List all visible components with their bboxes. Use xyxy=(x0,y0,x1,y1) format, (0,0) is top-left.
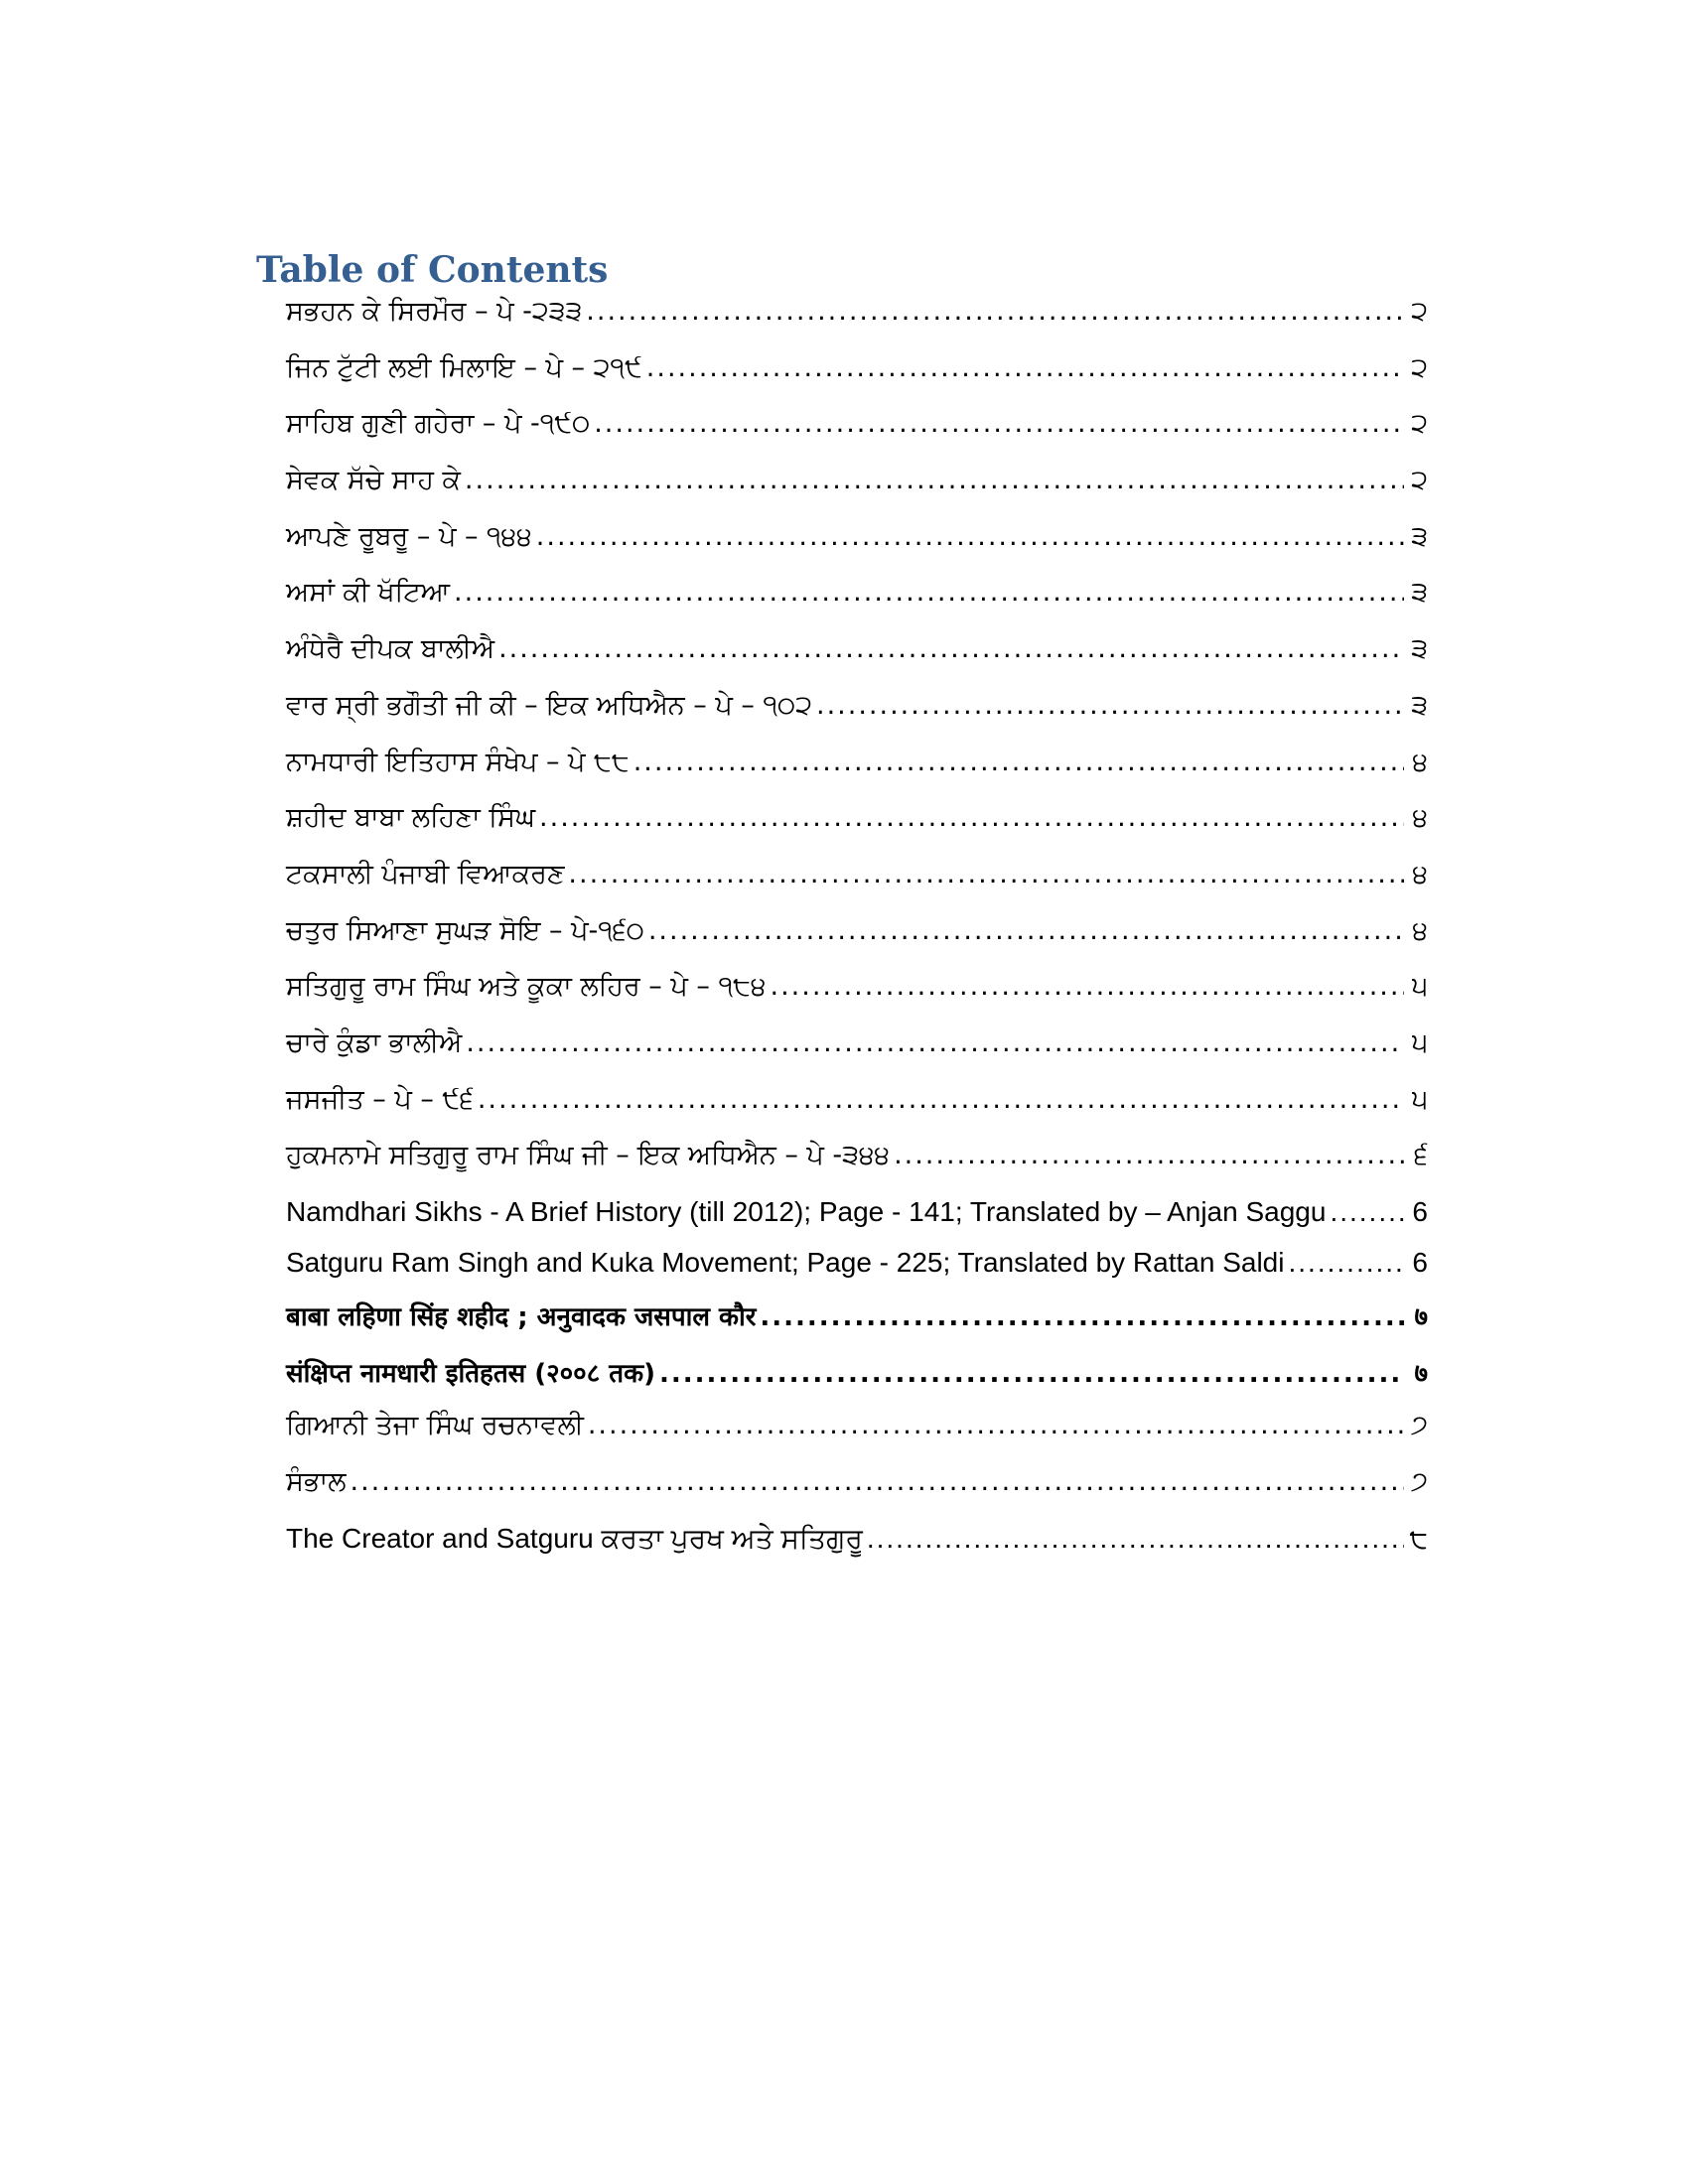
toc-dot-leader xyxy=(1288,1247,1404,1279)
toc-entry-page-number[interactable]: ੩ xyxy=(1411,520,1428,552)
toc-dot-leader xyxy=(588,1410,1404,1440)
toc-entry-page-number[interactable]: ੨ xyxy=(1411,408,1428,440)
toc-dot-leader xyxy=(465,465,1404,495)
toc-entry[interactable] xyxy=(286,1297,1428,1354)
toc-entry-page-number[interactable]: ७ xyxy=(1414,1358,1428,1389)
toc-entry-page-number[interactable]: ੫ xyxy=(1412,1026,1428,1058)
toc-entry-page-number[interactable]: ੫ xyxy=(1412,971,1428,1003)
toc-entry-page-number[interactable]: ੩ xyxy=(1411,633,1428,665)
toc-entry-page-number[interactable]: ੪ xyxy=(1412,746,1428,777)
toc-entry-page-number[interactable]: 6 xyxy=(1412,1196,1428,1227)
toc-entry-page-number[interactable]: ੩ xyxy=(1411,689,1428,721)
toc-entry-title[interactable]: ਨਾਮਧਾਰੀ ਇਤਿਹਾਸ ਸੰਖੇਪ – ਪੇ ੮੮ xyxy=(286,746,630,777)
toc-entry-title[interactable]: ਜਿਨ ਟੁੱਟੀ ਲਈ ਮਿਲਾਇ – ਪੇ – ੨੧੯ xyxy=(286,351,642,383)
toc-entry-page-number[interactable]: ੭ xyxy=(1410,1410,1428,1441)
toc-entry-title[interactable]: ਸ਼ਹੀਦ ਬਾਬਾ ਲਹਿਣਾ ਸਿੰਘ xyxy=(286,802,536,834)
toc-entry-title[interactable]: ਗਿਆਨੀ ਤੇਜਾ ਸਿੰਘ ਰਚਨਾਵਲੀ xyxy=(286,1410,584,1441)
toc-dot-leader xyxy=(536,521,1404,552)
toc-dot-leader xyxy=(816,690,1404,721)
toc-dot-leader xyxy=(568,859,1404,889)
toc-entry[interactable] xyxy=(286,971,1428,1027)
toc-entry[interactable] xyxy=(286,296,1428,352)
toc-dot-leader xyxy=(633,747,1404,777)
toc-entry-title[interactable]: The Creator and Satguru ਕਰਤਾ ਪੁਰਖ ਅਤੇ ਸਤਿਗੁਰੂ xyxy=(286,1522,863,1554)
toc-entry[interactable] xyxy=(286,1466,1428,1523)
toc-entry-page-number[interactable]: ७ xyxy=(1414,1302,1428,1332)
table-of-contents xyxy=(256,248,1428,1573)
toc-entry-title[interactable]: ਚਤੁਰ ਸਿਆਣਾ ਸੁਘੜ ਸੋਇ – ਪੇ-੧੬੦ xyxy=(286,914,644,946)
toc-list xyxy=(256,296,1428,1573)
toc-entry[interactable] xyxy=(286,802,1428,859)
toc-entry[interactable] xyxy=(286,1140,1428,1196)
toc-entry[interactable] xyxy=(286,1354,1428,1411)
toc-entry-title[interactable]: ਹੁਕਮਨਾਮੇ ਸਤਿਗੁਰੂ ਰਾਮ ਸਿੰਘ ਜੀ – ਇਕ ਅਧਿਐਨ – ਪੇ -੩੪੪ xyxy=(286,1140,891,1171)
toc-entry-page-number[interactable]: ੫ xyxy=(1412,1083,1428,1115)
toc-entry[interactable] xyxy=(286,690,1428,747)
toc-dot-leader xyxy=(771,971,1404,1002)
toc-entry[interactable] xyxy=(286,577,1428,633)
toc-dot-leader xyxy=(1330,1196,1404,1228)
toc-entry[interactable] xyxy=(286,1084,1428,1141)
toc-entry-title[interactable]: ਅੰਧੇਰੈ ਦੀਪਕ ਬਾਲੀਐ xyxy=(286,633,495,665)
toc-dot-leader xyxy=(659,1359,1404,1389)
toc-dot-leader xyxy=(454,577,1404,608)
toc-entry[interactable] xyxy=(286,1027,1428,1084)
toc-entry-title[interactable]: ਸਭਹਨ ਕੇ ਸਿਰਮੌਰ – ਪੇ -੨੩੩ xyxy=(286,296,583,327)
toc-dot-leader xyxy=(867,1523,1404,1555)
toc-entry-title[interactable]: ਸਾਹਿਬ ਗੁਣੀ ਗਹੇਰਾ – ਪੇ -੧੯੦ xyxy=(286,408,591,440)
toc-entry-title[interactable]: ਵਾਰ ਸ੍ਰੀ ਭਗੌਤੀ ਜੀ ਕੀ – ਇਕ ਅਧਿਐਨ – ਪੇ – ੧੦੨ xyxy=(286,689,812,721)
toc-entry-page-number[interactable]: ੪ xyxy=(1412,858,1428,889)
toc-entry-page-number[interactable]: ੩ xyxy=(1411,577,1428,609)
toc-entry[interactable] xyxy=(286,915,1428,972)
toc-entry[interactable] xyxy=(286,1523,1428,1573)
toc-dot-leader xyxy=(466,1027,1404,1058)
toc-entry-title[interactable]: ਸਤਿਗੁਰੂ ਰਾਮ ਸਿੰਘ ਅਤੇ ਕੂਕਾ ਲਹਿਰ – ਪੇ – ੧੮੪ xyxy=(286,971,767,1003)
toc-entry[interactable] xyxy=(286,633,1428,690)
toc-entry-page-number[interactable]: 6 xyxy=(1412,1247,1428,1278)
toc-entry-title[interactable]: ਟਕਸਾਲੀ ਪੰਜਾਬੀ ਵਿਆਕਰਣ xyxy=(286,858,565,889)
toc-dot-leader xyxy=(498,633,1404,664)
toc-entry[interactable] xyxy=(286,408,1428,465)
toc-entry-title[interactable]: ਜਸਜੀਤ – ਪੇ – ੯੬ xyxy=(286,1083,474,1115)
toc-entry-page-number[interactable]: ੮ xyxy=(1409,1522,1428,1554)
toc-entry[interactable] xyxy=(286,1247,1428,1297)
toc-dot-leader xyxy=(586,296,1404,327)
toc-entry-title[interactable]: संक्षिप्त नामधारी इतिहतस (२००८ तक) xyxy=(286,1358,655,1389)
toc-entry[interactable] xyxy=(286,747,1428,803)
toc-entry-page-number[interactable]: ੬ xyxy=(1414,1140,1428,1171)
toc-entry-title[interactable]: ਅਸਾਂ ਕੀ ਖੱਟਿਆ xyxy=(286,577,451,609)
toc-entry[interactable] xyxy=(286,1196,1428,1247)
toc-entry[interactable] xyxy=(286,352,1428,409)
toc-entry[interactable] xyxy=(286,1410,1428,1466)
toc-dot-leader xyxy=(539,802,1404,833)
toc-entry-title[interactable]: बाबा लहिणा सिंह शहीद ; अनुवादक जसपाल कौर xyxy=(286,1302,757,1332)
toc-entry-title[interactable]: ਆਪਣੇ ਰੂਬਰੂ – ਪੇ – ੧੪੪ xyxy=(286,520,532,552)
toc-entry-title[interactable]: Namdhari Sikhs - A Brief History (till 2012); Page - 141; Translated by – Anjan Saggu xyxy=(286,1196,1327,1227)
toc-entry[interactable] xyxy=(286,465,1428,521)
toc-dot-leader xyxy=(478,1084,1404,1115)
toc-entry-page-number[interactable]: ੨ xyxy=(1411,351,1428,383)
toc-entry-title[interactable]: ਸੇਵਕ ਸੱਚੇ ਸਾਹ ਕੇ xyxy=(286,465,461,496)
toc-dot-leader xyxy=(894,1140,1404,1170)
toc-entry-title[interactable]: ਚਾਰੇ ਕੁੰਡਾ ਭਾਲੀਐ xyxy=(286,1026,463,1058)
toc-entry-title[interactable]: Satguru Ram Singh and Kuka Movement; Page - 225; Translated by Rattan Saldi xyxy=(286,1247,1285,1278)
toc-entry[interactable] xyxy=(286,859,1428,915)
toc-dot-leader xyxy=(646,352,1404,383)
toc-entry-page-number[interactable]: ੨ xyxy=(1411,465,1428,496)
toc-entry-page-number[interactable]: ੪ xyxy=(1412,802,1428,834)
toc-dot-leader xyxy=(351,1466,1404,1497)
toc-entry-page-number[interactable]: ੪ xyxy=(1412,914,1428,946)
toc-entry-page-number[interactable]: ੨ xyxy=(1411,296,1428,327)
toc-dot-leader xyxy=(648,915,1404,946)
toc-entry-page-number[interactable]: ੭ xyxy=(1410,1466,1428,1498)
toc-dot-leader xyxy=(760,1302,1404,1332)
toc-entry[interactable] xyxy=(286,521,1428,578)
toc-entry-title[interactable]: ਸੰਭਾਲ xyxy=(286,1466,347,1498)
toc-dot-leader xyxy=(594,408,1404,439)
toc-title: Table of Contents xyxy=(256,249,609,291)
